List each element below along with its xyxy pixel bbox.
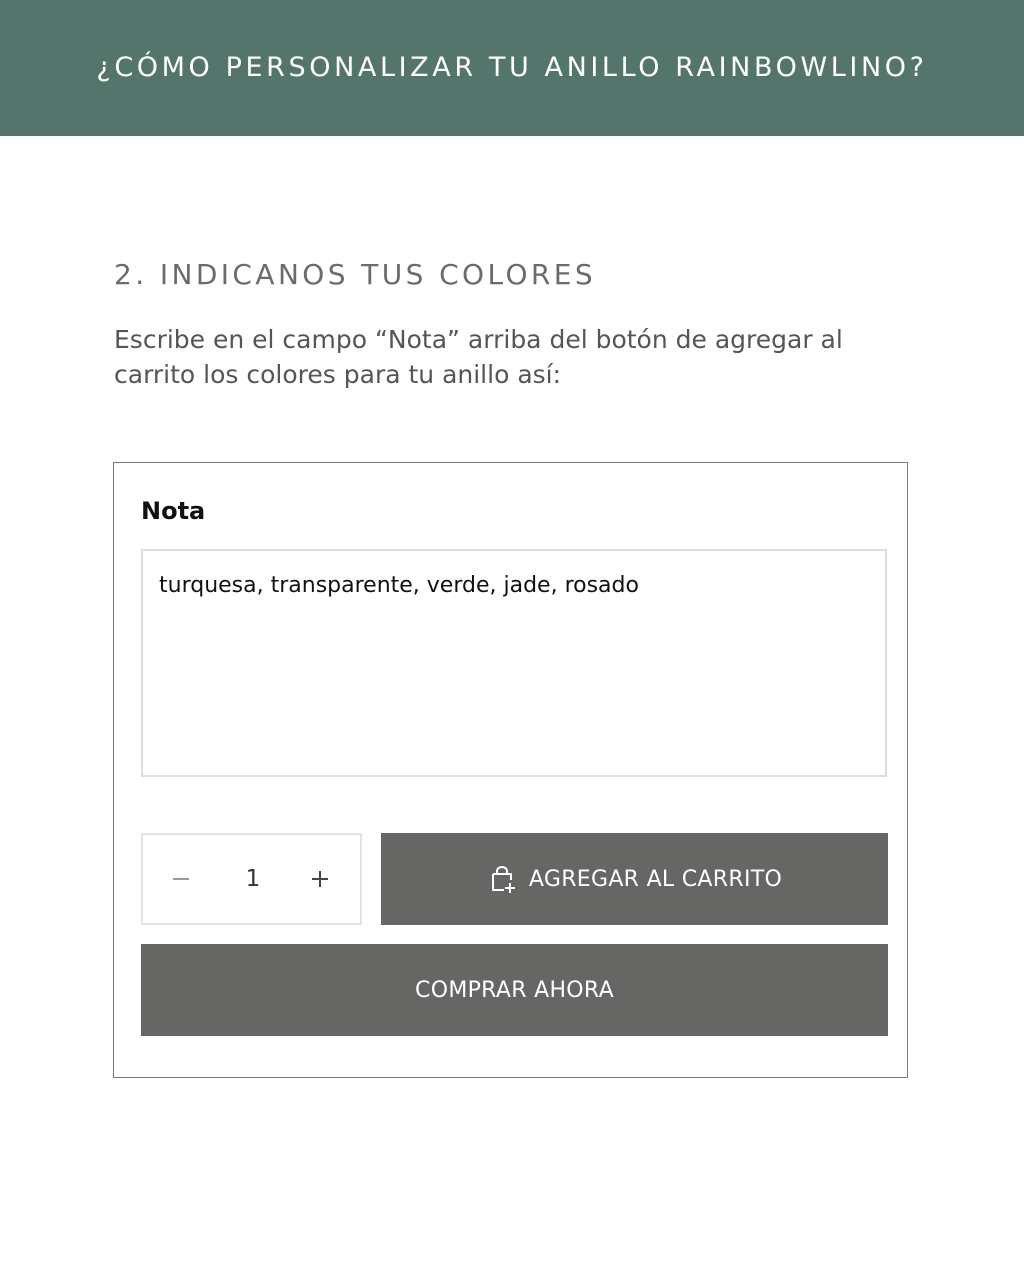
step-heading: 2. INDICANOS TUS COLORES (114, 258, 597, 291)
plus-icon (309, 868, 331, 890)
shopping-bag-plus-icon (487, 864, 517, 894)
product-form-mockup (113, 462, 908, 1078)
quantity-value[interactable]: 1 (245, 866, 261, 892)
page-banner (0, 0, 1024, 136)
banner-title: ¿CÓMO PERSONALIZAR TU ANILLO RAINBOWLINO? (96, 51, 928, 83)
note-textarea[interactable]: turquesa, transparente, verde, jade, rosado (141, 549, 887, 777)
buy-now-label: COMPRAR AHORA (415, 977, 614, 1003)
instructions-text: Escribe en el campo “Nota” arriba del botón de agregar al carrito los colores para tu anillo así: (114, 325, 843, 389)
add-to-cart-label: AGREGAR AL CARRITO (528, 866, 783, 892)
buy-now-button[interactable] (141, 944, 888, 1036)
note-label: Nota (141, 497, 206, 525)
quantity-stepper (141, 833, 362, 925)
minus-icon (170, 868, 192, 890)
add-to-cart-button[interactable] (381, 833, 888, 925)
quantity-increase-button[interactable] (290, 835, 350, 923)
quantity-decrease-button[interactable] (151, 835, 211, 923)
